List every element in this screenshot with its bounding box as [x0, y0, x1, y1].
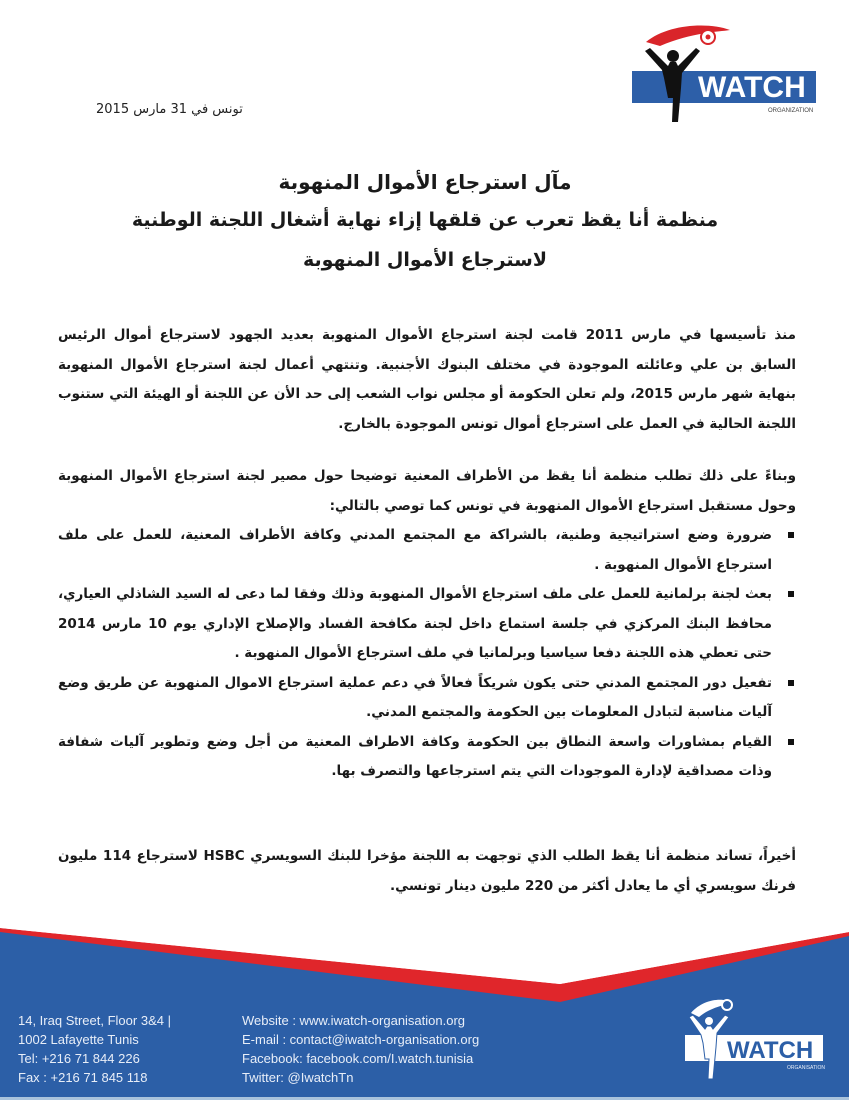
- list-item-text: ضرورة وضع استراتيجية وطنية، بالشراكة مع المجتمع المدني وكافة الأطراف المعنية، للعمل على ملف استرجاع الأموال المنهوبة .: [58, 527, 772, 573]
- recommendations-section: [58, 462, 796, 787]
- facebook-link[interactable]: Facebook: facebook.com/I.watch.tunisia: [242, 1051, 474, 1066]
- twitter-link[interactable]: Twitter: @IwatchTn: [242, 1070, 354, 1085]
- address-line-1: 14, Iraq Street, Floor 3&4 |: [18, 1013, 171, 1028]
- footer-logo: [675, 995, 835, 1085]
- paragraph-closing: أخيراً، تساند منظمة أنا يقظ الطلب الذي توجهت به اللجنة مؤخرا للبنك السويسري HSBC لاسترجاع 114 مليون فرنك سويسري أي ما يعادل أكثر من 220 مليون دينار تونسي.: [58, 848, 796, 894]
- footer-contact-address: [18, 1011, 171, 1087]
- footer-logo-subtext: ORGANISATION: [787, 1065, 825, 1071]
- list-item-text: تفعيل دور المجتمع المدني حتى يكون شريكاً فعالاً في دعم عملية استرجاع الاموال المنهوبة عن طريق وضع آليات مناسبة لتبادل المعلومات بين الحكومة والمجتمع المدني.: [58, 674, 772, 720]
- list-item: [58, 521, 796, 580]
- iwatch-logo: [598, 18, 828, 128]
- logo-wordmark: WATCH: [698, 71, 806, 104]
- title-block: [60, 166, 790, 280]
- document-title: مآل استرجاع الأموال المنهوبة: [278, 170, 572, 194]
- list-item: [58, 669, 796, 728]
- list-item-text: بعث لجنة برلمانية للعمل على ملف استرجاع الأموال المنهوبة وذلك وفقا لما دعى له السيد الشاذلي العياري، محافظ البنك المركزي في جلسة استماع داخل لجنة مكافحة الفساد والإصلاح الإداري يوم 10 مارس 2014 حتى تعطي هذه اللجنة دفعا سياسيا وبرلمانيا في ملف استرجاع الأموال المنهوبة .: [58, 586, 772, 661]
- fax: Fax : +216 71 845 118: [18, 1070, 148, 1085]
- list-item-text: القيام بمشاورات واسعة النطاق بين الحكومة وكافة الاطراف المعنية من أجل وضع وتطوير آليات شفافة وذات مصداقية لإدارة الموجودات التي يتم استرجاعها والتصرف بها.: [58, 733, 772, 779]
- footer-logo-wordmark: WATCH: [727, 1037, 814, 1064]
- document-date: تونس في 31 مارس 2015: [96, 102, 243, 117]
- flag-icon: [646, 26, 730, 46]
- list-item: [58, 728, 796, 787]
- email-link[interactable]: E-mail : contact@iwatch-organisation.org: [242, 1032, 480, 1047]
- paragraph-request: وبناءً على ذلك تطلب منظمة أنا يقظ من الأطراف المعنية توضيحا حول مصير لجنة استرجاع الأموال المنهوبة وحول مستقبل استرجاع الأموال المنهوبة في تونس كما توصي بالتالي:: [58, 468, 796, 514]
- list-item: [58, 580, 796, 669]
- website-link[interactable]: Website : www.iwatch-organisation.org: [242, 1013, 466, 1028]
- telephone: Tel: +216 71 844 226: [18, 1051, 140, 1066]
- bullet-square-icon: [788, 591, 794, 597]
- recommendations-list: [58, 521, 796, 787]
- paragraph-intro: منذ تأسيسها في مارس 2011 قامت لجنة استرجاع الأموال المنهوبة بعديد الجهود لاسترجاع أموال الرئيس السابق بن علي وعائلته الموجودة في مختلف البنوك الأجنبية. وتنتهي أعمال لجنة استرجاع الأموال المنهوبة بنهاية شهر مارس 2015، ولم تعلن الحكومة أو مجلس نواب الشعب إلى حد الأن عن اللجنة أو الهيئة التي ستنوب اللجنة الحالية في العمل على استرجاع أموال تونس الموجودة بالخارج.: [58, 327, 796, 432]
- footer-contact-online: [242, 1011, 479, 1087]
- address-line-2: 1002 Lafayette Tunis: [18, 1032, 139, 1047]
- logo-subtext: ORGANIZATION: [768, 108, 814, 114]
- bullet-square-icon: [788, 532, 794, 538]
- bullet-square-icon: [788, 680, 794, 686]
- document-subtitle: منظمة أنا يقظ تعرب عن قلقها إزاء نهاية أشغال اللجنة الوطنية لاسترجاع الأموال المنهوبة: [131, 209, 719, 271]
- bullet-square-icon: [788, 739, 794, 745]
